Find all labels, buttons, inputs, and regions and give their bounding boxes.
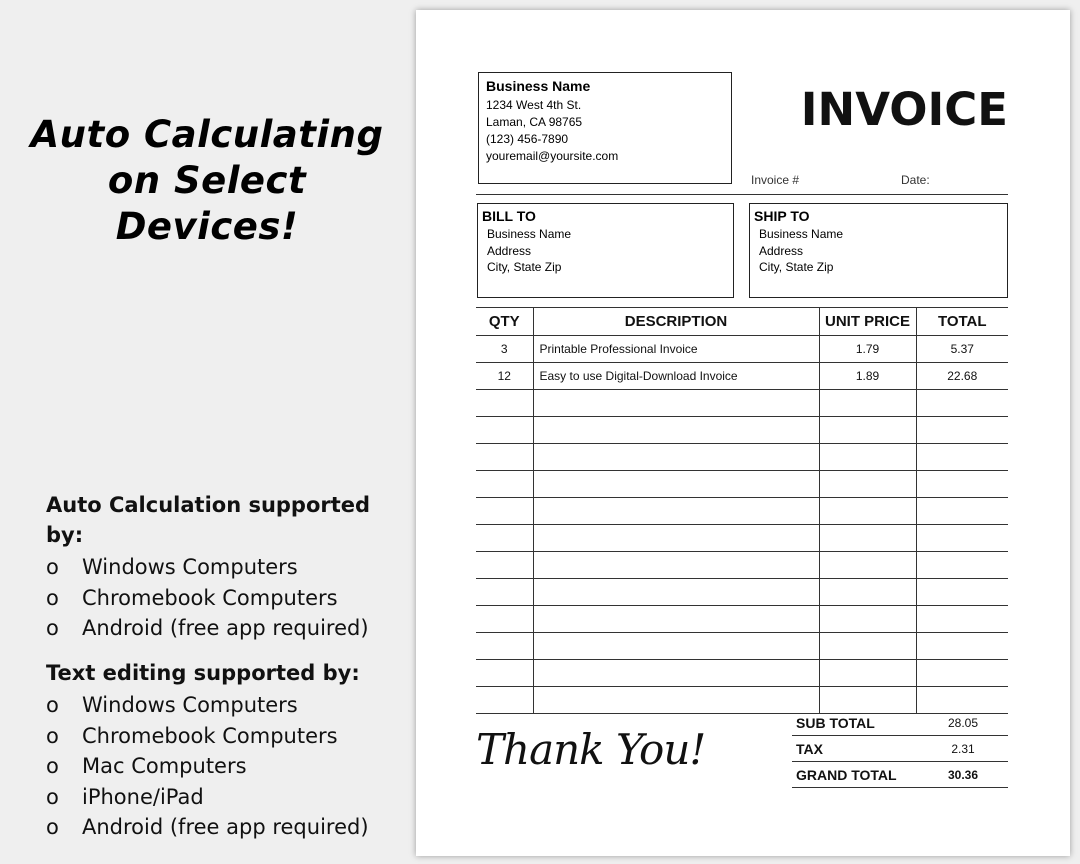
qty-cell[interactable] (476, 390, 533, 417)
qty-cell[interactable] (476, 552, 533, 579)
unit-price-cell[interactable] (819, 660, 916, 687)
total-cell (916, 633, 1008, 660)
business-phone[interactable]: (123) 456-7890 (486, 132, 569, 146)
list-item-label: Android (free app required) (82, 616, 369, 641)
bullet-icon: o (46, 754, 59, 779)
business-info-box[interactable] (478, 72, 732, 184)
promo-headline (22, 112, 392, 250)
description-cell[interactable]: Easy to use Digital-Download Invoice (533, 363, 819, 390)
table-row-empty (476, 390, 1008, 417)
auto-calc-title: Auto Calculation supported by: (46, 493, 371, 547)
description-cell[interactable] (533, 552, 819, 579)
ship-to-name[interactable]: Business Name (759, 227, 844, 241)
bill-to-heading: BILL TO (482, 208, 536, 224)
business-name[interactable]: Business Name (486, 78, 591, 94)
unit-price-cell[interactable] (819, 444, 916, 471)
bullet-icon: o (46, 693, 59, 717)
col-header-description: DESCRIPTION (533, 308, 819, 336)
unit-price-cell[interactable] (819, 525, 916, 552)
bill-to-name[interactable]: Business Name (487, 227, 572, 241)
business-street[interactable]: 1234 West 4th St. (486, 98, 582, 112)
bill-to-box[interactable] (477, 203, 734, 298)
business-city[interactable]: Laman, CA 98765 (486, 115, 583, 129)
list-item-label: Windows Computers (82, 693, 298, 717)
list-item (46, 690, 406, 721)
invoice-title: INVOICE (800, 83, 1008, 136)
list-item-label: Windows Computers (82, 555, 298, 579)
table-header-row (476, 308, 1008, 336)
description-cell[interactable] (533, 579, 819, 606)
description-cell[interactable] (533, 525, 819, 552)
list-item-label: Chromebook Computers (82, 585, 338, 610)
unit-price-cell[interactable]: 1.79 (819, 336, 916, 363)
subtotal-value: 28.05 (918, 710, 1008, 736)
description-cell[interactable]: Printable Professional Invoice (533, 336, 819, 363)
subtotal-row (792, 710, 1008, 736)
table-row-empty (476, 579, 1008, 606)
qty-cell[interactable] (476, 687, 533, 714)
tax-row (792, 736, 1008, 762)
bullet-icon: o (46, 815, 59, 840)
list-item-label: Chromebook Computers (82, 723, 338, 748)
unit-price-cell[interactable] (819, 390, 916, 417)
list-item (46, 613, 406, 644)
qty-cell[interactable] (476, 633, 533, 660)
list-item-label: iPhone/iPad (82, 784, 204, 809)
table-row-empty (476, 525, 1008, 552)
bullet-icon: o (46, 616, 59, 641)
auto-calc-support (46, 490, 406, 644)
description-cell[interactable] (533, 606, 819, 633)
invoice-date-field[interactable]: Date: (901, 173, 930, 187)
qty-cell[interactable] (476, 417, 533, 444)
table-row (476, 336, 1008, 363)
list-item (46, 552, 406, 583)
total-cell (916, 444, 1008, 471)
bullet-icon: o (46, 555, 59, 579)
auto-calc-list (46, 552, 406, 644)
total-cell: 5.37 (916, 336, 1008, 363)
invoice-meta-line (476, 170, 1008, 195)
line-items-table (476, 307, 1008, 714)
description-cell[interactable] (533, 417, 819, 444)
description-cell[interactable] (533, 498, 819, 525)
table-row-empty (476, 660, 1008, 687)
bullet-icon: o (46, 585, 59, 610)
description-cell[interactable] (533, 471, 819, 498)
headline-line-2: on Select Devices! (107, 159, 307, 248)
total-cell (916, 660, 1008, 687)
subtotal-label: SUB TOTAL (792, 710, 918, 736)
unit-price-cell[interactable] (819, 633, 916, 660)
description-cell[interactable] (533, 660, 819, 687)
list-item (46, 812, 406, 843)
business-email[interactable]: youremail@yoursite.com (486, 149, 619, 163)
list-item (46, 782, 406, 813)
list-item (46, 721, 406, 752)
description-cell[interactable] (533, 633, 819, 660)
qty-cell[interactable] (476, 471, 533, 498)
total-cell: 22.68 (916, 363, 1008, 390)
description-cell[interactable] (533, 687, 819, 714)
unit-price-cell[interactable] (819, 606, 916, 633)
col-header-unit-price: UNIT PRICE (819, 308, 916, 336)
table-row-empty (476, 498, 1008, 525)
col-header-qty: QTY (476, 308, 533, 336)
tax-value[interactable]: 2.31 (918, 736, 1008, 762)
totals-table (792, 710, 1008, 788)
headline-line-1: Auto Calculating (30, 113, 384, 156)
grand-total-label: GRAND TOTAL (792, 762, 918, 788)
list-item-label: Mac Computers (82, 754, 247, 779)
qty-cell[interactable]: 12 (476, 363, 533, 390)
text-edit-title: Text editing supported by: (46, 661, 360, 685)
unit-price-cell[interactable] (819, 579, 916, 606)
total-cell (916, 417, 1008, 444)
total-cell (916, 525, 1008, 552)
bill-to-city[interactable]: City, State Zip (487, 260, 562, 274)
text-edit-support (46, 658, 406, 843)
unit-price-cell[interactable] (819, 552, 916, 579)
grand-total-value: 30.36 (918, 762, 1008, 788)
table-row-empty (476, 633, 1008, 660)
total-cell (916, 498, 1008, 525)
description-cell[interactable] (533, 444, 819, 471)
table-row-empty (476, 417, 1008, 444)
qty-cell[interactable]: 3 (476, 336, 533, 363)
qty-cell[interactable] (476, 498, 533, 525)
invoice-number-field[interactable]: Invoice # (751, 173, 800, 187)
list-item (46, 583, 406, 614)
total-cell (916, 471, 1008, 498)
ship-to-box[interactable] (749, 203, 1008, 298)
tax-label: TAX (792, 736, 918, 762)
qty-cell[interactable] (476, 660, 533, 687)
total-cell (916, 606, 1008, 633)
table-row-empty (476, 552, 1008, 579)
table-row (476, 363, 1008, 390)
unit-price-cell[interactable]: 1.89 (819, 363, 916, 390)
qty-cell[interactable] (476, 444, 533, 471)
ship-to-address[interactable]: Address (759, 243, 804, 258)
list-item-label: Android (free app required) (82, 815, 369, 840)
bill-to-address[interactable]: Address (487, 243, 532, 258)
qty-cell[interactable] (476, 525, 533, 552)
list-item (46, 751, 406, 782)
text-edit-list (46, 690, 406, 843)
col-header-total: TOTAL (916, 308, 1008, 336)
description-cell[interactable] (533, 390, 819, 417)
qty-cell[interactable] (476, 606, 533, 633)
total-cell (916, 579, 1008, 606)
ship-to-city[interactable]: City, State Zip (759, 260, 834, 274)
bullet-icon: o (46, 784, 59, 809)
table-row-empty (476, 606, 1008, 633)
unit-price-cell[interactable] (819, 498, 916, 525)
total-cell (916, 552, 1008, 579)
thank-you-script: Thank You! (476, 725, 706, 774)
ship-to-heading: SHIP TO (754, 208, 810, 224)
unit-price-cell[interactable] (819, 471, 916, 498)
total-cell (916, 390, 1008, 417)
grand-total-row (792, 762, 1008, 788)
qty-cell[interactable] (476, 579, 533, 606)
unit-price-cell[interactable] (819, 417, 916, 444)
bullet-icon: o (46, 723, 59, 748)
table-row-empty (476, 471, 1008, 498)
table-row-empty (476, 444, 1008, 471)
invoice-page (416, 10, 1070, 856)
